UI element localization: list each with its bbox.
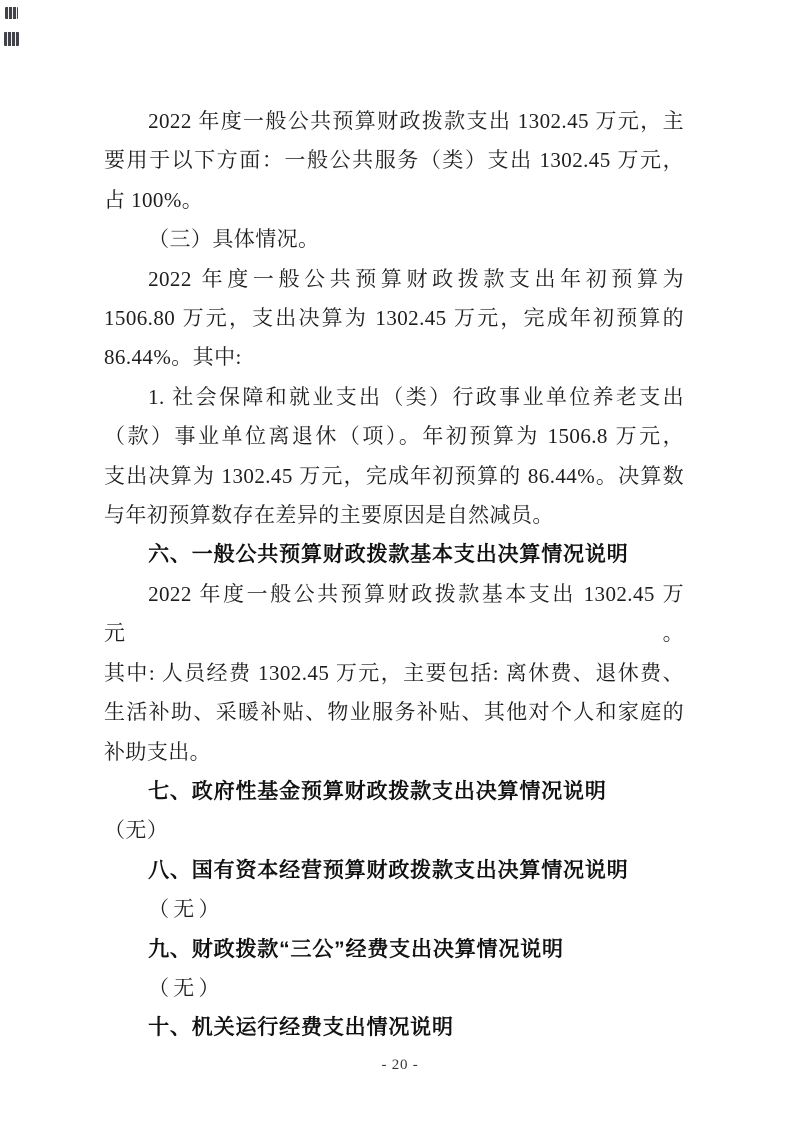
page-number: - 20 - (381, 1057, 419, 1073)
section-heading: 六、一般公共预算财政拨款基本支出决算情况说明 (148, 543, 629, 567)
scan-speck-icon (4, 32, 19, 46)
scan-speck-icon (5, 7, 18, 19)
text-line: （三）具体情况。 (148, 227, 320, 252)
text-line: 要用于以下方面：一般公共服务（类）支出 1302.45 万元， (104, 148, 684, 173)
text-line: 补助支出。 (104, 739, 212, 764)
text-line: 占 100%。 (104, 187, 204, 212)
text-line: 86.44%。其中: (104, 345, 242, 370)
text-line: 2022 年度一般公共预算财政拨款基本支出 1302.45 万元。 (104, 581, 684, 646)
section-heading: 十、机关运行经费支出情况说明 (148, 1016, 454, 1040)
text-line: （无） (148, 975, 224, 1000)
section-heading: 八、国有资本经营预算财政拨款支出决算情况说明 (148, 858, 629, 882)
section-heading: 七、政府性基金预算财政拨款支出决算情况说明 (148, 779, 607, 803)
text-line: 1506.80 万元，支出决算为 1302.45 万元，完成年初预算的 (104, 306, 684, 331)
text-line: （无） (104, 818, 169, 843)
text-line: 2022 年度一般公共预算财政拨款支出年初预算为 (148, 266, 684, 291)
text-line: 支出决算为 1302.45 万元，完成年初预算的 86.44%。决算数 (104, 463, 684, 488)
document-body (104, 102, 684, 1048)
text-line: 与年初预算数存在差异的主要原因是自然减员。 (104, 503, 554, 528)
text-line: 2022 年度一般公共预算财政拨款支出 1302.45 万元，主 (148, 109, 684, 133)
text-line: 1. 社会保障和就业支出（类）行政事业单位养老支出 (148, 384, 684, 409)
section-heading: 九、财政拨款“三公”经费支出决算情况说明 (148, 937, 564, 961)
text-line: 生活补助、采暖补贴、物业服务补贴、其他对个人和家庭的 (104, 700, 684, 725)
text-line: （款）事业单位离退休（项）。年初预算为 1506.8 万元， (104, 424, 684, 449)
text-line: 其中: 人员经费 1302.45 万元，主要包括: 离休费、退休费、 (104, 660, 684, 685)
text-line: （无） (148, 897, 224, 922)
